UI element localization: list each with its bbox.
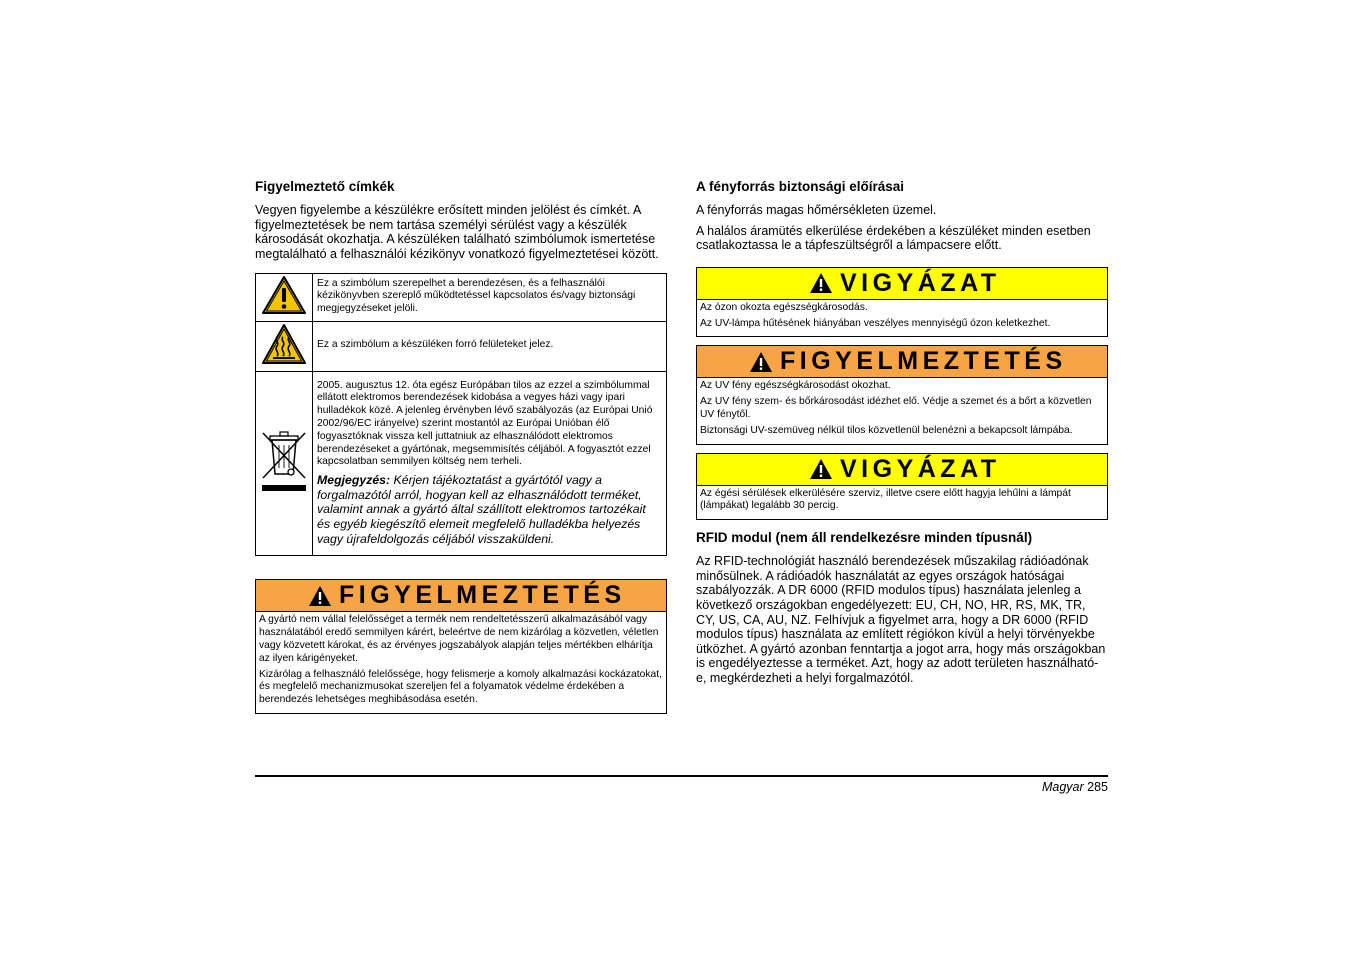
rfid-paragraph: Az RFID-technológiát használó berendezések műszakilag rádióadónak minősülnek. A rádióadók használatát az egyes országok hatóságai szabályozzák. A DR 6000 (RFID modulos típus) használata jelenleg a következő országokban engedélyezett: EU, CH, NO, HR, RS, MK, TR, CY, US, CA, AU, NZ. Felhívjuk a figyelmet arra, hogy a DR 6000 (RFID modulos típus) használata az említett régiókon kívül a helyi törvényekbe ütközhet. A gyártó azonban fenntartja a jogot arra, hogy más országokban is engedélyeztesse a terméket. Azt, hogy az adott területen használható-e, megkérdezheti a helyi forgalmazótól.	[696, 554, 1106, 685]
warning-box-liability	[255, 579, 667, 714]
hot-surface-icon	[261, 323, 307, 365]
caution-line: Az UV-lámpa hűtésének hiányában veszélyes mennyiségű ózon keletkezhet.	[700, 317, 1051, 329]
warning-line: Az UV fény szem- és bőrkárosodást idézhet elő. Védje a szemet és a bőrt a közvetlen UV fénytől.	[700, 396, 1092, 420]
warning-body	[697, 378, 1107, 443]
caution-body	[697, 300, 1107, 337]
note-label: Megjegyzés:	[317, 473, 391, 488]
caution-body	[697, 486, 1107, 520]
page-number: 285	[1087, 780, 1108, 794]
disposal-note	[317, 473, 662, 546]
warning-triangle-icon	[809, 458, 833, 480]
warning-title: FIGYELMEZTETÉS	[780, 347, 1067, 376]
caution-title: VIGYÁZAT	[840, 268, 1001, 297]
caution-box-burn	[696, 453, 1108, 521]
table-row	[256, 322, 667, 372]
symbol-icon-cell	[256, 274, 313, 322]
caution-box-ozone	[696, 267, 1108, 338]
warning-triangle-icon	[809, 272, 833, 294]
warning-line: Az UV fény egészségkárosodást okozhat.	[700, 380, 891, 392]
caution-line: Az ózon okozta egészségkárosodás.	[700, 301, 868, 313]
warning-body	[256, 612, 666, 713]
caution-title: VIGYÁZAT	[840, 454, 1001, 483]
symbol-table	[255, 273, 667, 556]
symbol-description	[313, 274, 667, 322]
light-source-p1: A fényforrás magas hőmérsékleten üzemel.	[696, 203, 937, 217]
warning-line: Kizárólag a felhasználó felelőssége, hogy felismerje a komoly alkalmazási kockázatokat, és megfelelő mechanizmusokat szereljen fel a folyamatok védelme érdekében a berendezés lehetséges meghibásodása esetén.	[259, 668, 662, 706]
warning-line: Biztonsági UV-szemüveg nélkül tilos közvetlenül belenézni a bekapcsolt lámpába.	[700, 424, 1073, 436]
table-row	[256, 372, 667, 556]
section-heading-light-source: A fényforrás biztonsági előírásai	[696, 179, 905, 194]
warning-title: FIGYELMEZTETÉS	[339, 581, 626, 610]
note-text: Kérjen tájékoztatást a gyártótól vagy a forgalmazótól arról, hogyan kell az elhasználódott terméket, valamint annak a gyártó által szállított elektromos tartozékait és egyéb kiegészítő elemeit megfelelő hulladékba helyezés vagy újrafeldolgozás céljából visszaküldeni.	[317, 473, 646, 546]
warning-line: A gyártó nem vállal felelősséget a termék nem rendeltetésszerű alkalmazásából vagy használatából eredő semmilyen kárért, beleértve de nem kizárólag a közvetlen, véletlen vagy közvetett károkat, és az érvényes jogszabályok alapján teljes mértékben elhárítja az ilyen kárigényeket.	[259, 614, 659, 664]
warning-triangle-icon	[261, 275, 307, 315]
weee-crossed-bin-icon	[260, 430, 308, 492]
right-column	[696, 178, 1108, 692]
left-column	[255, 178, 667, 714]
warning-header	[697, 346, 1107, 378]
symbol-description	[313, 322, 667, 372]
caution-header	[697, 268, 1107, 300]
caution-header	[697, 454, 1107, 486]
section-heading-warning-labels: Figyelmeztető címkék	[255, 179, 395, 194]
symbol-icon-cell	[256, 322, 313, 372]
symbol-icon-cell	[256, 372, 313, 556]
warning-triangle-icon	[308, 585, 332, 607]
table-row	[256, 274, 667, 322]
light-source-p2: A halálos áramütés elkerülése érdekében a készüléket minden esetben csatlakoztassa le a tápfeszültségről a lámpacsere előtt.	[696, 223, 1091, 253]
section-heading-rfid: RFID modul (nem áll rendelkezésre minden típusnál)	[696, 530, 1033, 546]
footer-language: Magyar	[1041, 780, 1084, 794]
warning-header	[256, 580, 666, 612]
symbol-text: Ez a szimbólum szerepelhet a berendezésen, és a felhasználói kézikönyvben szereplő működtetéssel kapcsolatos és/vagy biztonsági megjegyzéseket jelöli.	[317, 277, 636, 315]
symbol-text: 2005. augusztus 12. óta egész Európában tilos az ezzel a szimbólummal ellátott elektromos berendezések kidobása a vegyes házi vagy ipari hulladékok közé. A jelenleg érvényben lévő szabályozás (az Európai Unió 2002/96/EC irányelve) szerint mostantól az Európai Unióban élő fogyasztóknak vissza kell juttatniuk az elhasználódott elektromos berendezéseket a gyártónak, megsemmisítés céljából. A fogyasztót ezzel kapcsolatban semmilyen költség nem terheli.	[317, 379, 653, 468]
warning-triangle-icon	[749, 351, 773, 373]
warning-box-uv	[696, 345, 1108, 444]
caution-line: Az égési sérülések elkerülésére szerviz, illetve csere előtt hagyja lehűlni a lámpát (lámpákat) legalább 30 percig.	[700, 487, 1071, 512]
page-footer	[1042, 780, 1108, 794]
symbol-text: Ez a szimbólum a készüléken forró felületeket jelez.	[317, 339, 554, 351]
warning-labels-intro: Vegyen figyelembe a készülékre erősített minden jelölést és címkét. A figyelmeztetések be nem tartása személyi sérülést vagy a készülék károsodását okozhatja. A készüléken található szimbólumok ismertetése megtalálható a felhasználói kézikönyv vonatkozó figyelmeztetései között.	[255, 203, 659, 261]
symbol-description	[313, 372, 667, 556]
footer-rule	[255, 775, 1108, 777]
